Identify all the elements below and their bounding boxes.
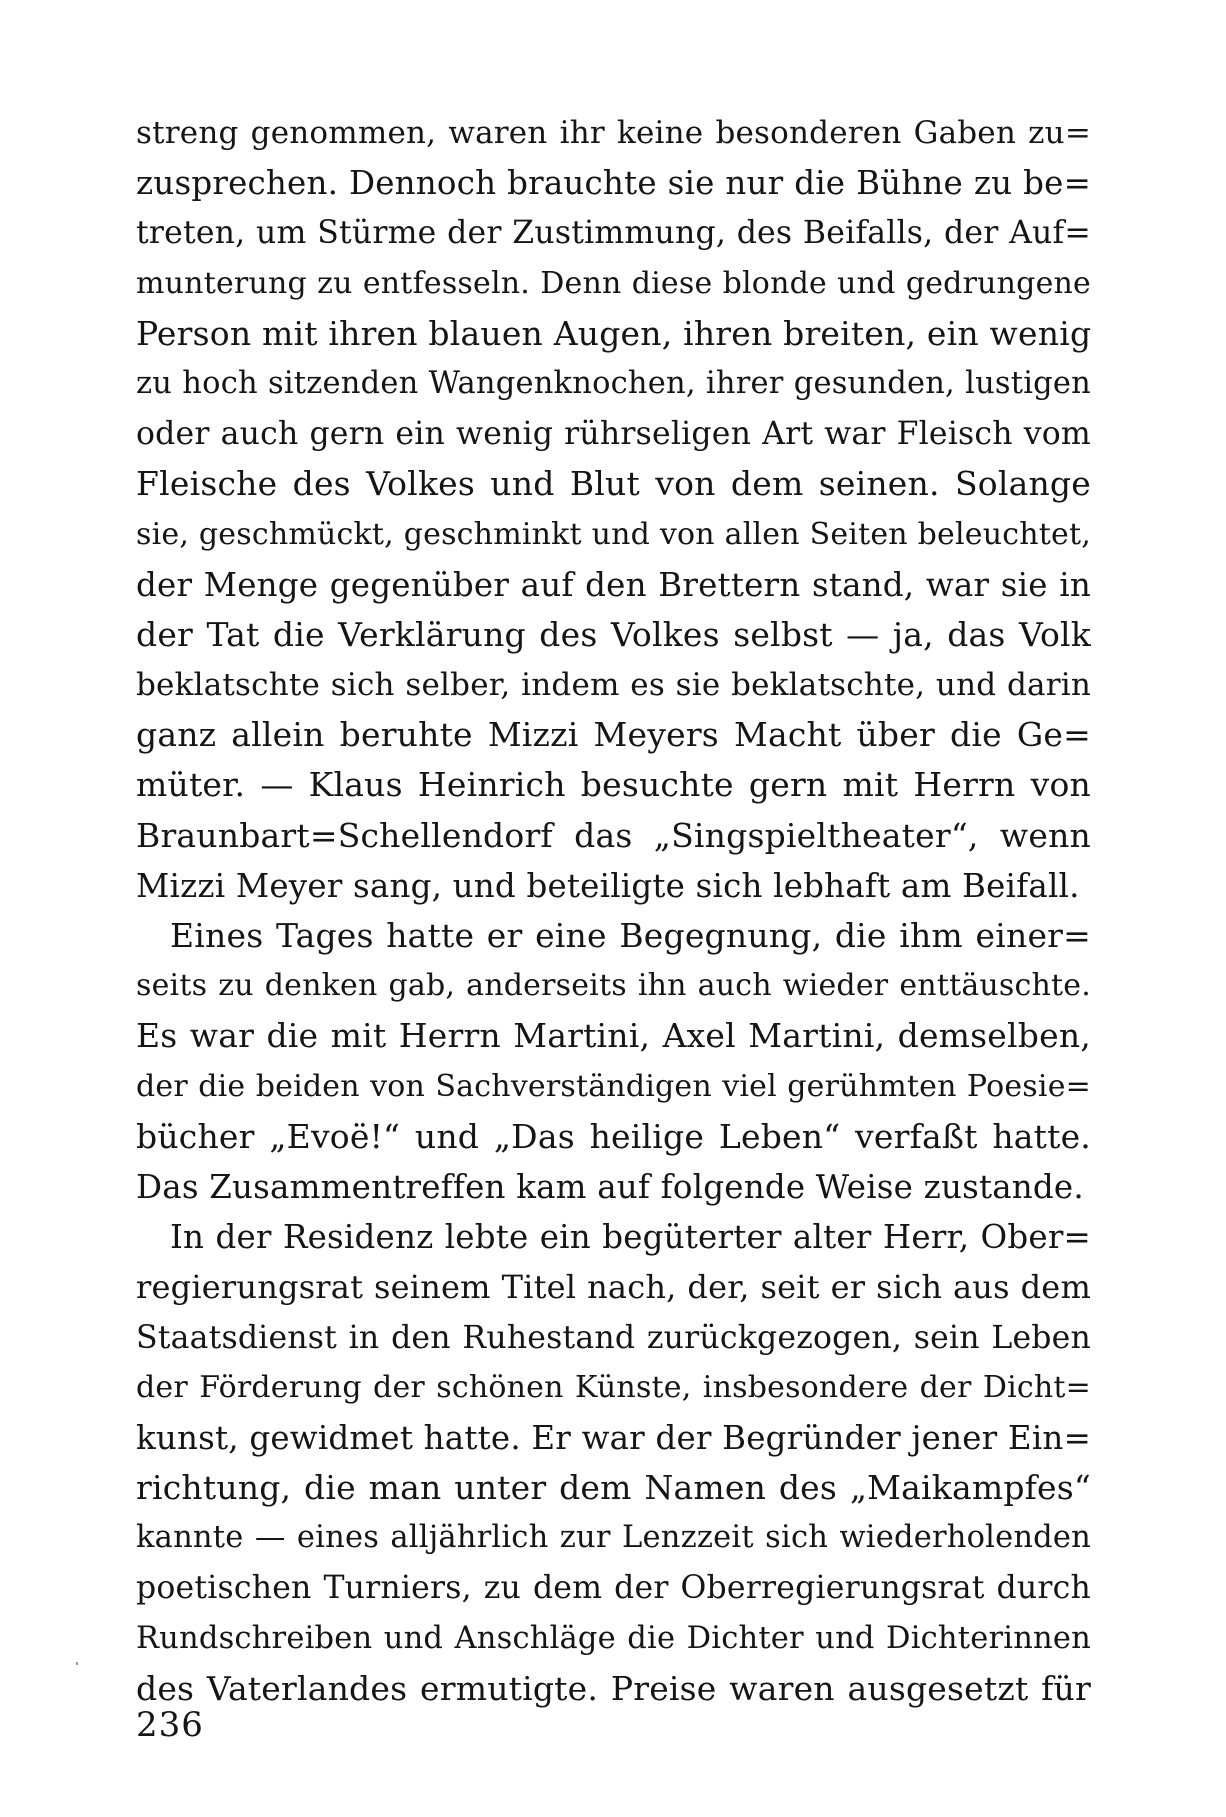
text-line: bücher „Evoë!“ und „Das heilige Leben“ verfaßt hatte. [136, 1116, 1091, 1156]
text-line: seits zu denken gab, anderseits ihn auch wieder enttäuschte. [136, 968, 1091, 1004]
text-line: Staatsdienst in den Ruhestand zurückgezogen, sein Leben [136, 1319, 1091, 1356]
text-line: zusprechen. Dennoch brauchte sie nur die Bühne zu be= [136, 164, 1091, 203]
text-line: Braunbart=Schellendorf das „Singspieltheater“, wenn [136, 815, 1091, 855]
body-text [136, 108, 1091, 1714]
text-line: oder auch gern ein wenig rührseligen Art war Fleisch vom [136, 416, 1091, 453]
text-line: regierungsrat seinem Titel nach, der, seit er sich aus dem [136, 1268, 1091, 1307]
text-line: streng genommen, waren ihr keine besonderen Gaben zu= [136, 115, 1091, 151]
text-line: Fleische des Volkes und Blut von dem seinen. Solange [136, 464, 1091, 504]
text-line: Das Zusammentreffen kam auf folgende Weise zustande. [136, 1167, 1084, 1206]
text-line: der die beiden von Sachverständigen viel gerühmten Poesie= [136, 1068, 1091, 1104]
text-line: des Vaterlandes ermutigte. Preise waren ausgesetzt für [136, 1668, 1091, 1708]
text-line: kunst, gewidmet hatte. Er war der Begründer jener Ein= [136, 1418, 1091, 1457]
text-line: In der Residenz lebte ein begüterter alter Herr, Ober= [170, 1218, 1091, 1257]
text-line: Mizzi Meyer sang, und beteiligte sich lebhaft am Beifall. [136, 866, 1080, 905]
text-line: sie, geschmückt, geschminkt und von allen Seiten beleuchtet, [136, 516, 1091, 552]
text-line: der Menge gegenüber auf den Brettern stand, war sie in [136, 565, 1091, 604]
text-line: müter. — Klaus Heinrich besuchte gern mit Herrn von [136, 765, 1091, 805]
text-line: Rundschreiben und Anschläge die Dichter und Dichterinnen [136, 1620, 1091, 1656]
text-line: poetischen Turniers, zu dem der Oberregierungsrat durch [136, 1570, 1091, 1607]
text-line: Es war die mit Herrn Martini, Axel Martini, demselben, [136, 1016, 1091, 1056]
text-line: munterung zu entfesseln. Denn diese blonde und gedrungene [136, 265, 1091, 301]
text-line: der Tat die Verklärung des Volkes selbst — ja, das Volk [136, 614, 1091, 654]
text-line: beklatschte sich selber, indem es sie beklatschte, und darin [136, 667, 1091, 704]
margin-mark [76, 1662, 78, 1665]
page-number: 236 [136, 1705, 204, 1745]
text-line: Person mit ihren blauen Augen, ihren breiten, ein wenig [136, 313, 1091, 353]
text-line: der Förderung der schönen Künste, insbesondere der Dicht= [136, 1369, 1091, 1405]
text-line: richtung, die man unter dem Namen des „Maikampfes“ [136, 1468, 1091, 1508]
text-line: kannte — eines alljährlich zur Lenzzeit sich wiederholenden [136, 1520, 1091, 1556]
text-line: treten, um Stürme der Zustimmung, des Beifalls, der Auf= [136, 215, 1091, 252]
text-line: ganz allein beruhte Mizzi Meyers Macht über die Ge= [136, 715, 1091, 755]
text-line: Eines Tages hatte er eine Begegnung, die ihm einer= [170, 916, 1091, 955]
text-line: zu hoch sitzenden Wangenknochen, ihrer gesunden, lustigen [136, 365, 1091, 401]
